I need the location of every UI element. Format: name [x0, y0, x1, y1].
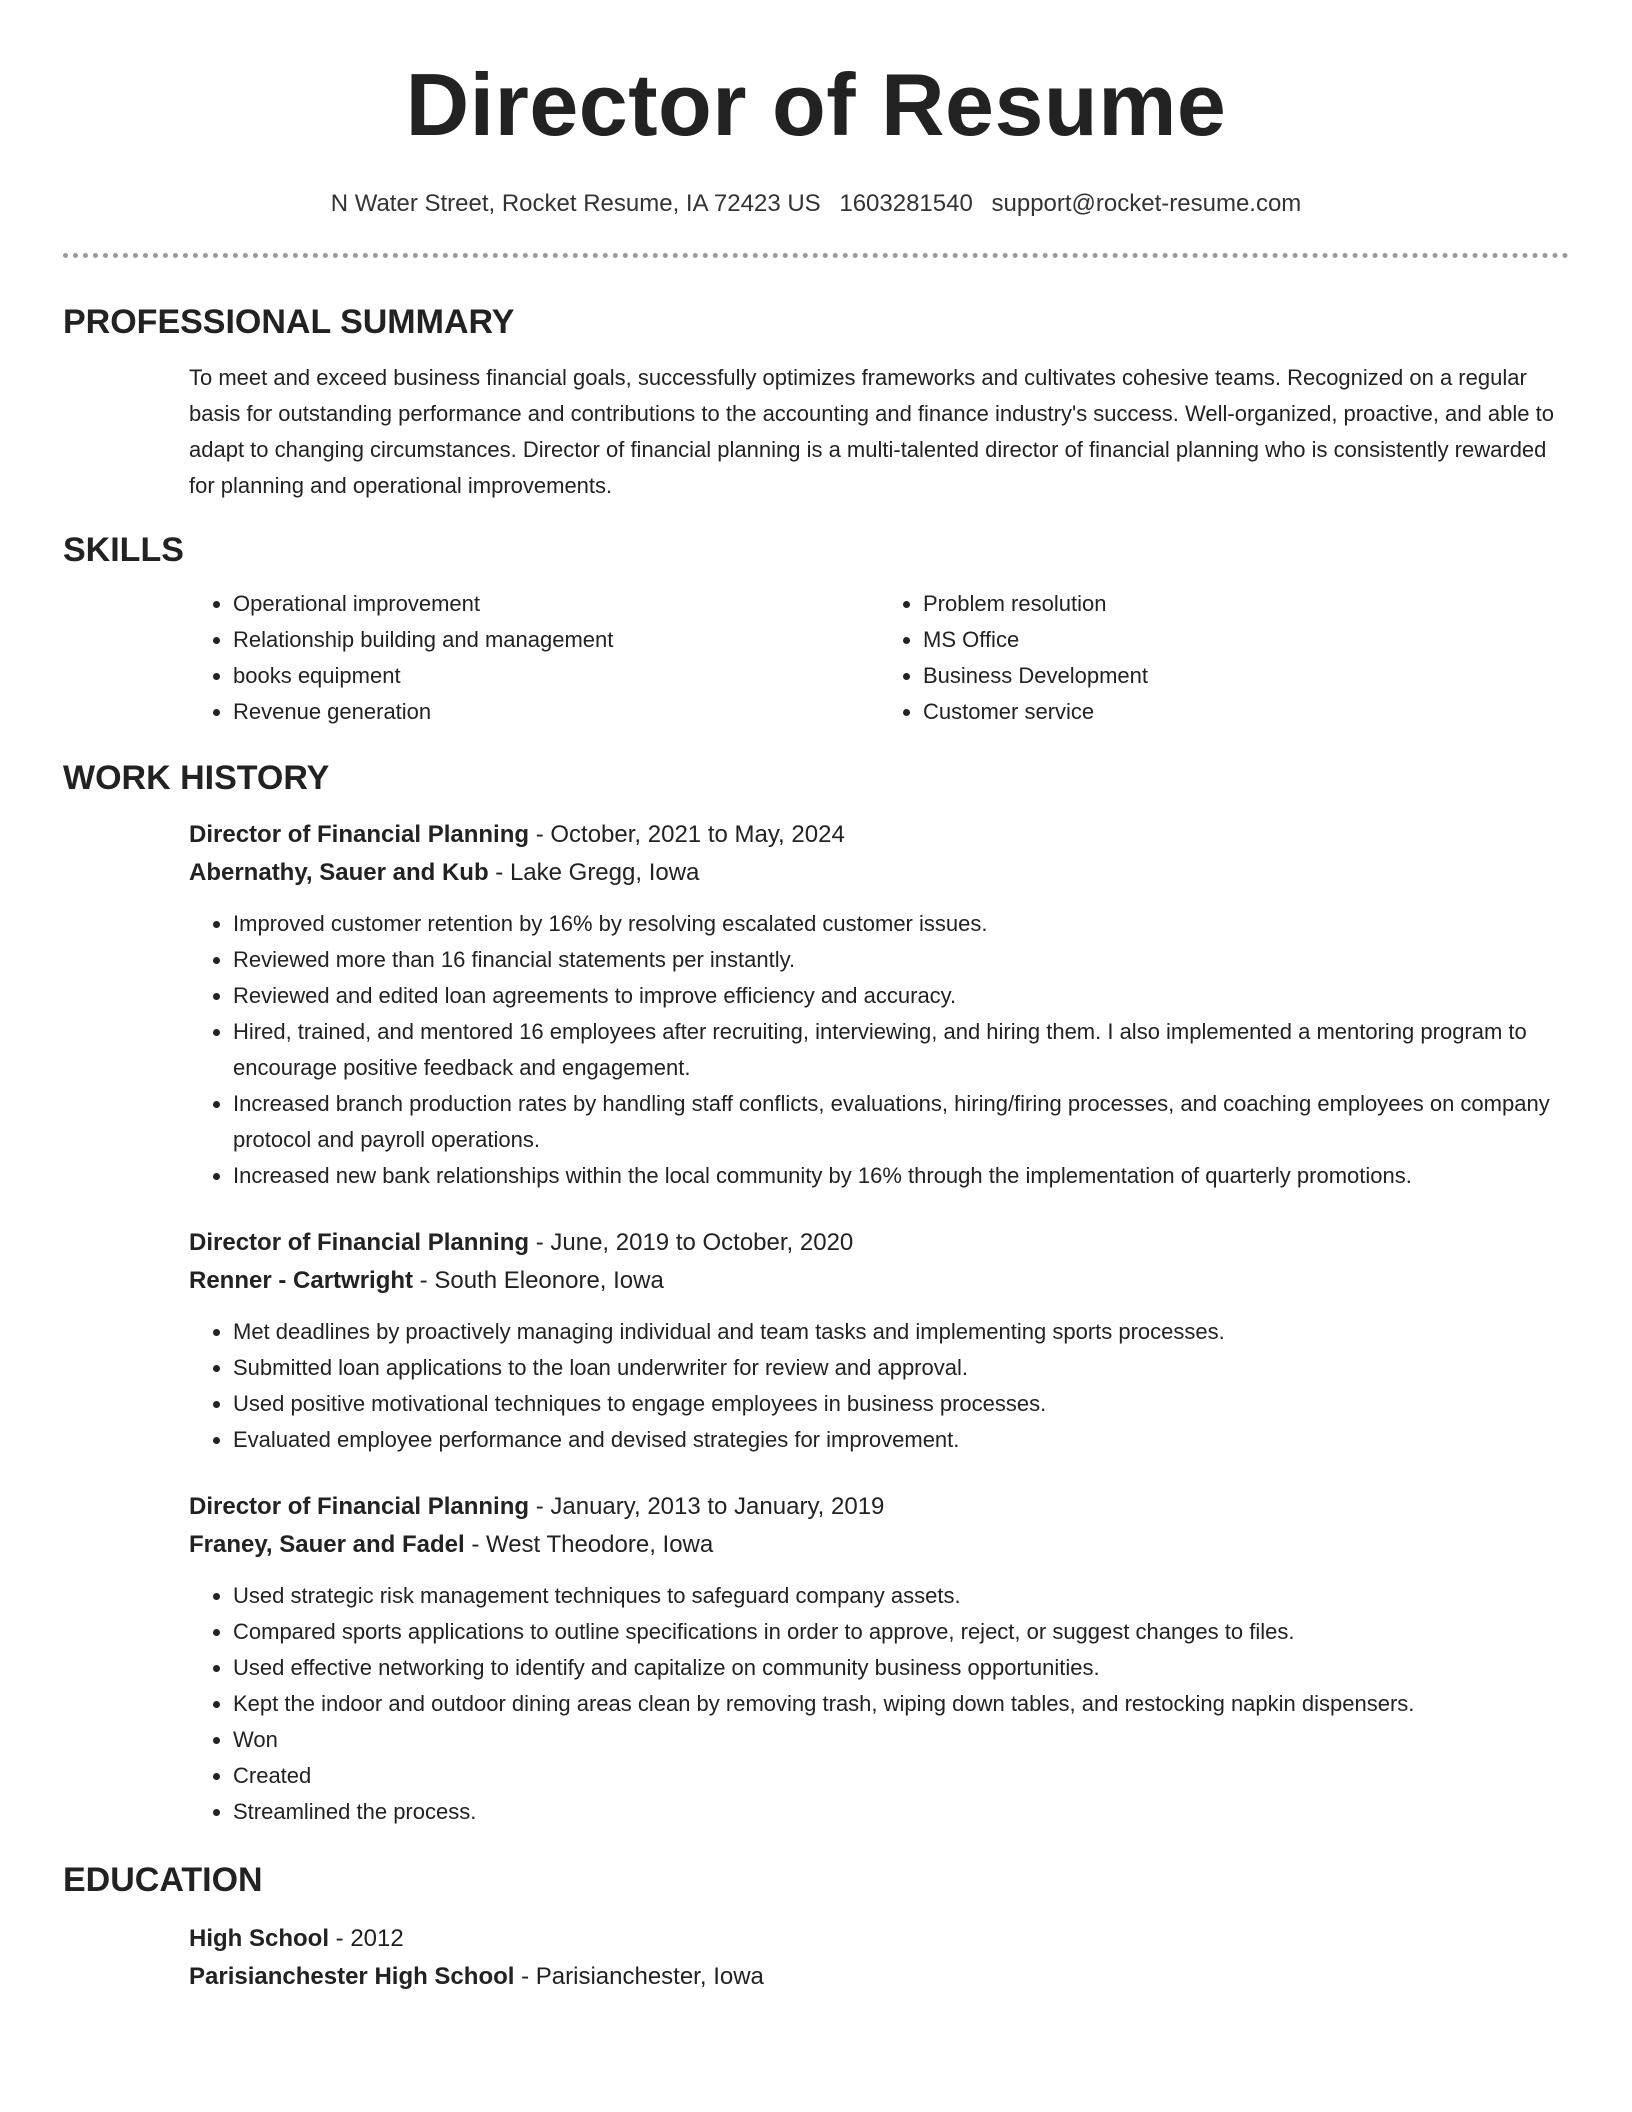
skill-item: • Business Development [923, 658, 1569, 694]
summary-section [0, 302, 1632, 504]
education-degree: High School [189, 1925, 329, 1952]
job-bullet: • Met deadlines by proactively managing individual and team tasks and implementing sports processes. [233, 1314, 1569, 1350]
summary-text: To meet and exceed business financial goals, successfully optimizes frameworks and cultivates cohesive teams. Recognized on a regular basis for outstanding performance and contributions to the accounting and finance industry's success. Well-organized, proactive, and able to adapt to changing circumstances. Director of financial planning is a multi-talented director of financial planning who is consistently rewarded for planning and operational improvements. [189, 365, 1554, 498]
job-title-line [189, 1488, 1569, 1526]
job-entry [189, 1224, 1569, 1458]
job-bullet: • Hired, trained, and mentored 16 employees after recruiting, interviewing, and hiring them. I also implemented a mentoring program to encourage positive feedback and engagement. [233, 1014, 1569, 1086]
skills-right-column [879, 586, 1569, 730]
job-bullet: • Improved customer retention by 16% by resolving escalated customer issues. [233, 906, 1569, 942]
job-bullet: • Increased branch production rates by handling staff conflicts, evaluations, hiring/firing processes, and coaching employees on company protocol and payroll operations. [233, 1086, 1569, 1158]
education-year: - 2012 [329, 1925, 404, 1952]
job-location: - Lake Gregg, Iowa [488, 859, 700, 886]
job-bullet: • Submitted loan applications to the loan underwriter for review and approval. [233, 1350, 1569, 1386]
job-company: Franey, Sauer and Fadel [189, 1531, 465, 1558]
job-entry [189, 816, 1569, 1194]
job-role: Director of Financial Planning [189, 1493, 530, 1520]
contact-address: N Water Street, Rocket Resume, IA 72423 US [330, 190, 821, 217]
job-bullet: • Streamlined the process. [233, 1794, 1569, 1830]
job-location: - South Eleonore, Iowa [413, 1267, 664, 1294]
skill-item: • MS Office [923, 622, 1569, 658]
contact-phone: 1603281540 [839, 190, 973, 217]
contact-line [0, 189, 1632, 219]
job-company-line [189, 1526, 1569, 1564]
skill-item: • Customer service [923, 694, 1569, 730]
job-bullet: • Used strategic risk management techniques to safeguard company assets. [233, 1578, 1569, 1614]
job-bullet: • Used positive motivational techniques to engage employees in business processes. [233, 1386, 1569, 1422]
job-bullet: • Won [233, 1722, 1569, 1758]
job-bullets [189, 906, 1569, 1194]
job-title-line [189, 816, 1569, 854]
job-role: Director of Financial Planning [189, 821, 530, 848]
education-title: EDUCATION [63, 1861, 263, 1899]
education-location: - Parisianchester, Iowa [514, 1963, 764, 1990]
job-title-line [189, 1224, 1569, 1262]
skills-title: SKILLS [63, 531, 184, 569]
job-bullet: • Increased new bank relationships within the local community by 16% through the implementation of quarterly promotions. [233, 1158, 1569, 1194]
job-bullet: • Used effective networking to identify and capitalize on community business opportunities. [233, 1650, 1569, 1686]
resume-name: Director of Resume [405, 55, 1227, 154]
job-entry [189, 1488, 1569, 1830]
job-bullet: • Compared sports applications to outline specifications in order to approve, reject, or suggest changes to files. [233, 1614, 1569, 1650]
skills-section [0, 530, 1632, 730]
job-dates: - October, 2021 to May, 2024 [529, 821, 845, 848]
skills-grid [189, 586, 1569, 730]
job-bullet: • Kept the indoor and outdoor dining areas clean by removing trash, wiping down tables, and restocking napkin dispensers. [233, 1686, 1569, 1722]
education-section [0, 1860, 1632, 1996]
job-company: Renner - Cartwright [189, 1267, 414, 1294]
skill-item: • Relationship building and management [233, 622, 879, 658]
job-company: Abernathy, Sauer and Kub [189, 859, 489, 886]
job-role: Director of Financial Planning [189, 1229, 530, 1256]
summary-title: PROFESSIONAL SUMMARY [63, 303, 515, 341]
job-company-line [189, 1262, 1569, 1300]
contact-email: support@rocket-resume.com [991, 190, 1302, 217]
education-school-line [189, 1958, 1569, 1996]
job-dates: - June, 2019 to October, 2020 [529, 1229, 854, 1256]
skill-item: • Operational improvement [233, 586, 879, 622]
skills-left-column [189, 586, 879, 730]
job-bullets [189, 1578, 1569, 1830]
skill-item: • Revenue generation [233, 694, 879, 730]
education-school: Parisianchester High School [189, 1963, 515, 1990]
job-bullets [189, 1314, 1569, 1458]
job-bullet: • Created [233, 1758, 1569, 1794]
job-bullet: • Evaluated employee performance and devised strategies for improvement. [233, 1422, 1569, 1458]
education-degree-line [189, 1920, 1569, 1958]
skill-item: • books equipment [233, 658, 879, 694]
skill-item: • Problem resolution [923, 586, 1569, 622]
job-dates: - January, 2013 to January, 2019 [529, 1493, 885, 1520]
job-bullet: • Reviewed and edited loan agreements to improve efficiency and accuracy. [233, 978, 1569, 1014]
job-location: - West Theodore, Iowa [464, 1531, 714, 1558]
job-bullet: • Reviewed more than 16 financial statements per instantly. [233, 942, 1569, 978]
header-divider [63, 253, 1569, 258]
work-title: WORK HISTORY [63, 759, 330, 797]
work-section [0, 758, 1632, 1830]
job-company-line [189, 854, 1569, 892]
